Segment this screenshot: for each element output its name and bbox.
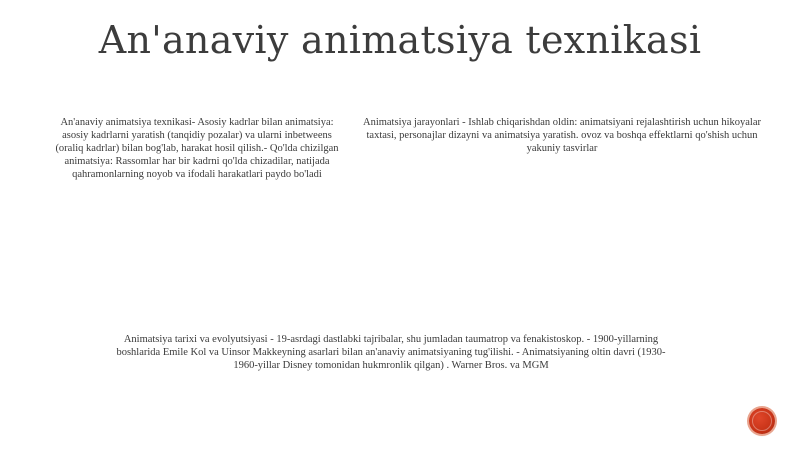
text-block-animation-processes: Animatsiya jarayonlari - Ishlab chiqarishdan oldin: animatsiyani rejalashtirish uchun hikoyalar taxtasi, personajlar dizayni va animatsiya yaratish. ovoz va boshqa effektlarni qo'shish uchun yakuniy tasvirlar <box>362 117 761 154</box>
circle-nav-icon <box>752 411 772 431</box>
slide-nav-button[interactable] <box>749 408 775 434</box>
text-block-animation-history: Animatsiya tarixi va evolyutsiyasi - 19-asrdagi dastlabki tajribalar, shu jumladan taumatrop va fenakistoskop. - 1900-yillarning boshlarida Emile Kol va Uinsor Makkeyning asarlari bilan an'anaviy animatsiyaning tug'ilishi. - Animatsiyaning oltin davri (1930-1960-yillar Disney tomonidan hukmronlik qilgan) . Warner Bros. va MGM <box>116 334 666 371</box>
text-block-traditional-techniques: An'anaviy animatsiya texnikasi- Asosiy kadrlar bilan animatsiya: asosiy kadrlarni yaratish (tanqidiy pozalar) va ularni inbetweens (oraliq kadrlar) bilan bog'lab, harakat hosil qilish.- Qo'lda chizilgan animatsiya: Rassomlar har bir kadrni qo'lda chizadilar, natijada qahramonlarning noyob va ifodali harakatlari paydo bo'ladi <box>55 117 339 180</box>
slide-title: An'anaviy animatsiya texnikasi <box>98 18 702 62</box>
